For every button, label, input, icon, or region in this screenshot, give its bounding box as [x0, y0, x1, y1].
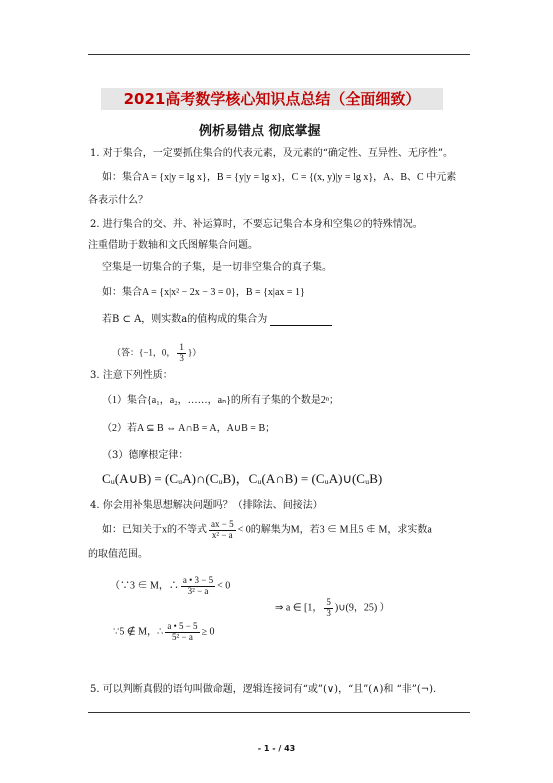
frac-den: x² − a: [211, 529, 233, 540]
frac-num: ax − 5: [211, 519, 234, 529]
p2-line5-text: 若B ⊂ A，则实数a的值构成的集合为: [102, 314, 268, 325]
title-banner: [101, 88, 443, 110]
solution-line-a: [110, 576, 230, 597]
sol-result-pre: ⇒ a ∈ [1，: [275, 602, 323, 614]
sol-a-post: < 0: [217, 580, 231, 592]
p1-line3: 各表示什么？: [88, 195, 148, 206]
frac-num: a • 5 − 5: [167, 621, 198, 631]
p2-line4: 如：集合A = {x|x² − 2x − 3 = 0}，B = {x|ax = 1}: [102, 287, 305, 298]
sol-b-fraction: [165, 622, 199, 643]
frac-den: 3: [326, 607, 331, 618]
frac-num: 1: [179, 342, 184, 352]
p2-line3: 空集是一切集合的子集，是一切非空集合的真子集。: [102, 262, 332, 273]
sol-result-fraction: [324, 598, 333, 619]
p4-head: 4. 你会用补集思想解决问题吗？（排除法、间接法）: [90, 500, 323, 511]
p2-answer-post: }）: [187, 347, 202, 358]
sol-b-pre: ∵5 ∉ M，∴: [113, 626, 164, 638]
frac-num: a • 3 − 5: [182, 575, 214, 585]
header-rule: [88, 54, 470, 55]
p4-line1-post: < 0的解集为M，若3 ∈ M且5 ∉ M，求实数a: [237, 524, 432, 536]
p2-answer: [112, 343, 201, 364]
solution-line-b: [113, 622, 215, 643]
p3-item2: （2）若A ⊆ B ⇔ A∩B = A，A∪B = B；: [102, 423, 276, 434]
solution-result: [275, 598, 390, 619]
sol-b-post: ≥ 0: [201, 626, 215, 638]
p2-line2: 注重借助于数轴和文氏图解集合问题。: [88, 240, 258, 251]
frac-den: 5² − a: [172, 631, 193, 642]
frac-den: 3: [179, 352, 184, 363]
p3-item1: （1）集合{a₁，a₂，……，aₙ}的所有子集的个数是2ⁿ；: [102, 395, 340, 406]
frac-num: 5: [326, 597, 331, 607]
frac-den: 3² − a: [187, 585, 209, 596]
p4-line2: 的取值范围。: [88, 549, 148, 560]
p3-head: 3. 注意下列性质：: [90, 370, 173, 381]
page-title: 2021高考数学核心知识点总结（全面细致）: [123, 90, 421, 108]
p4-fraction: [209, 520, 236, 541]
answer-blank: [270, 315, 332, 326]
page-subtitle: 例析易错点 彻底掌握: [199, 124, 321, 139]
p4-line1-pre: 如：已知关于x的不等式: [102, 524, 207, 536]
p4-line1: [102, 520, 432, 541]
sol-a-pre: （∵3 ∈ M，∴: [110, 580, 179, 592]
p5-line: 5. 可以判断真假的语句叫做命题，逻辑连接词有“或”(∨)，“且”(∧)和 “非”(¬).: [90, 684, 437, 695]
sol-result-post: )∪(9，25) ）: [334, 602, 390, 614]
page-number: - 1 - / 43: [257, 744, 296, 753]
p2-answer-pre: （答：{−1，0，: [112, 347, 176, 358]
p3-demorgan-formula: Cᵤ(A∪B) = (CᵤA)∩(CᵤB)，Cᵤ(A∩B) = (CᵤA)∪(CᵤB): [102, 471, 383, 486]
sol-a-fraction: [181, 576, 215, 597]
p3-item3: （3）德摩根定律：: [102, 450, 189, 461]
p2-answer-fraction: [177, 343, 186, 364]
footer-rule: [88, 712, 470, 713]
p1-line2: 如：集合A = {x|y = lg x}，B = {y|y = lg x}，C = {(x, y)|y = lg x}，A、B、C 中元素: [102, 172, 457, 183]
p1-line1: 1. 对于集合，一定要抓住集合的代表元素，及元素的“确定性、互异性、无序性”。: [90, 148, 453, 159]
p2-line1: 2. 进行集合的交、并、补运算时，不要忘记集合本身和空集∅的特殊情况。: [90, 219, 423, 230]
p2-line5: [102, 314, 332, 326]
